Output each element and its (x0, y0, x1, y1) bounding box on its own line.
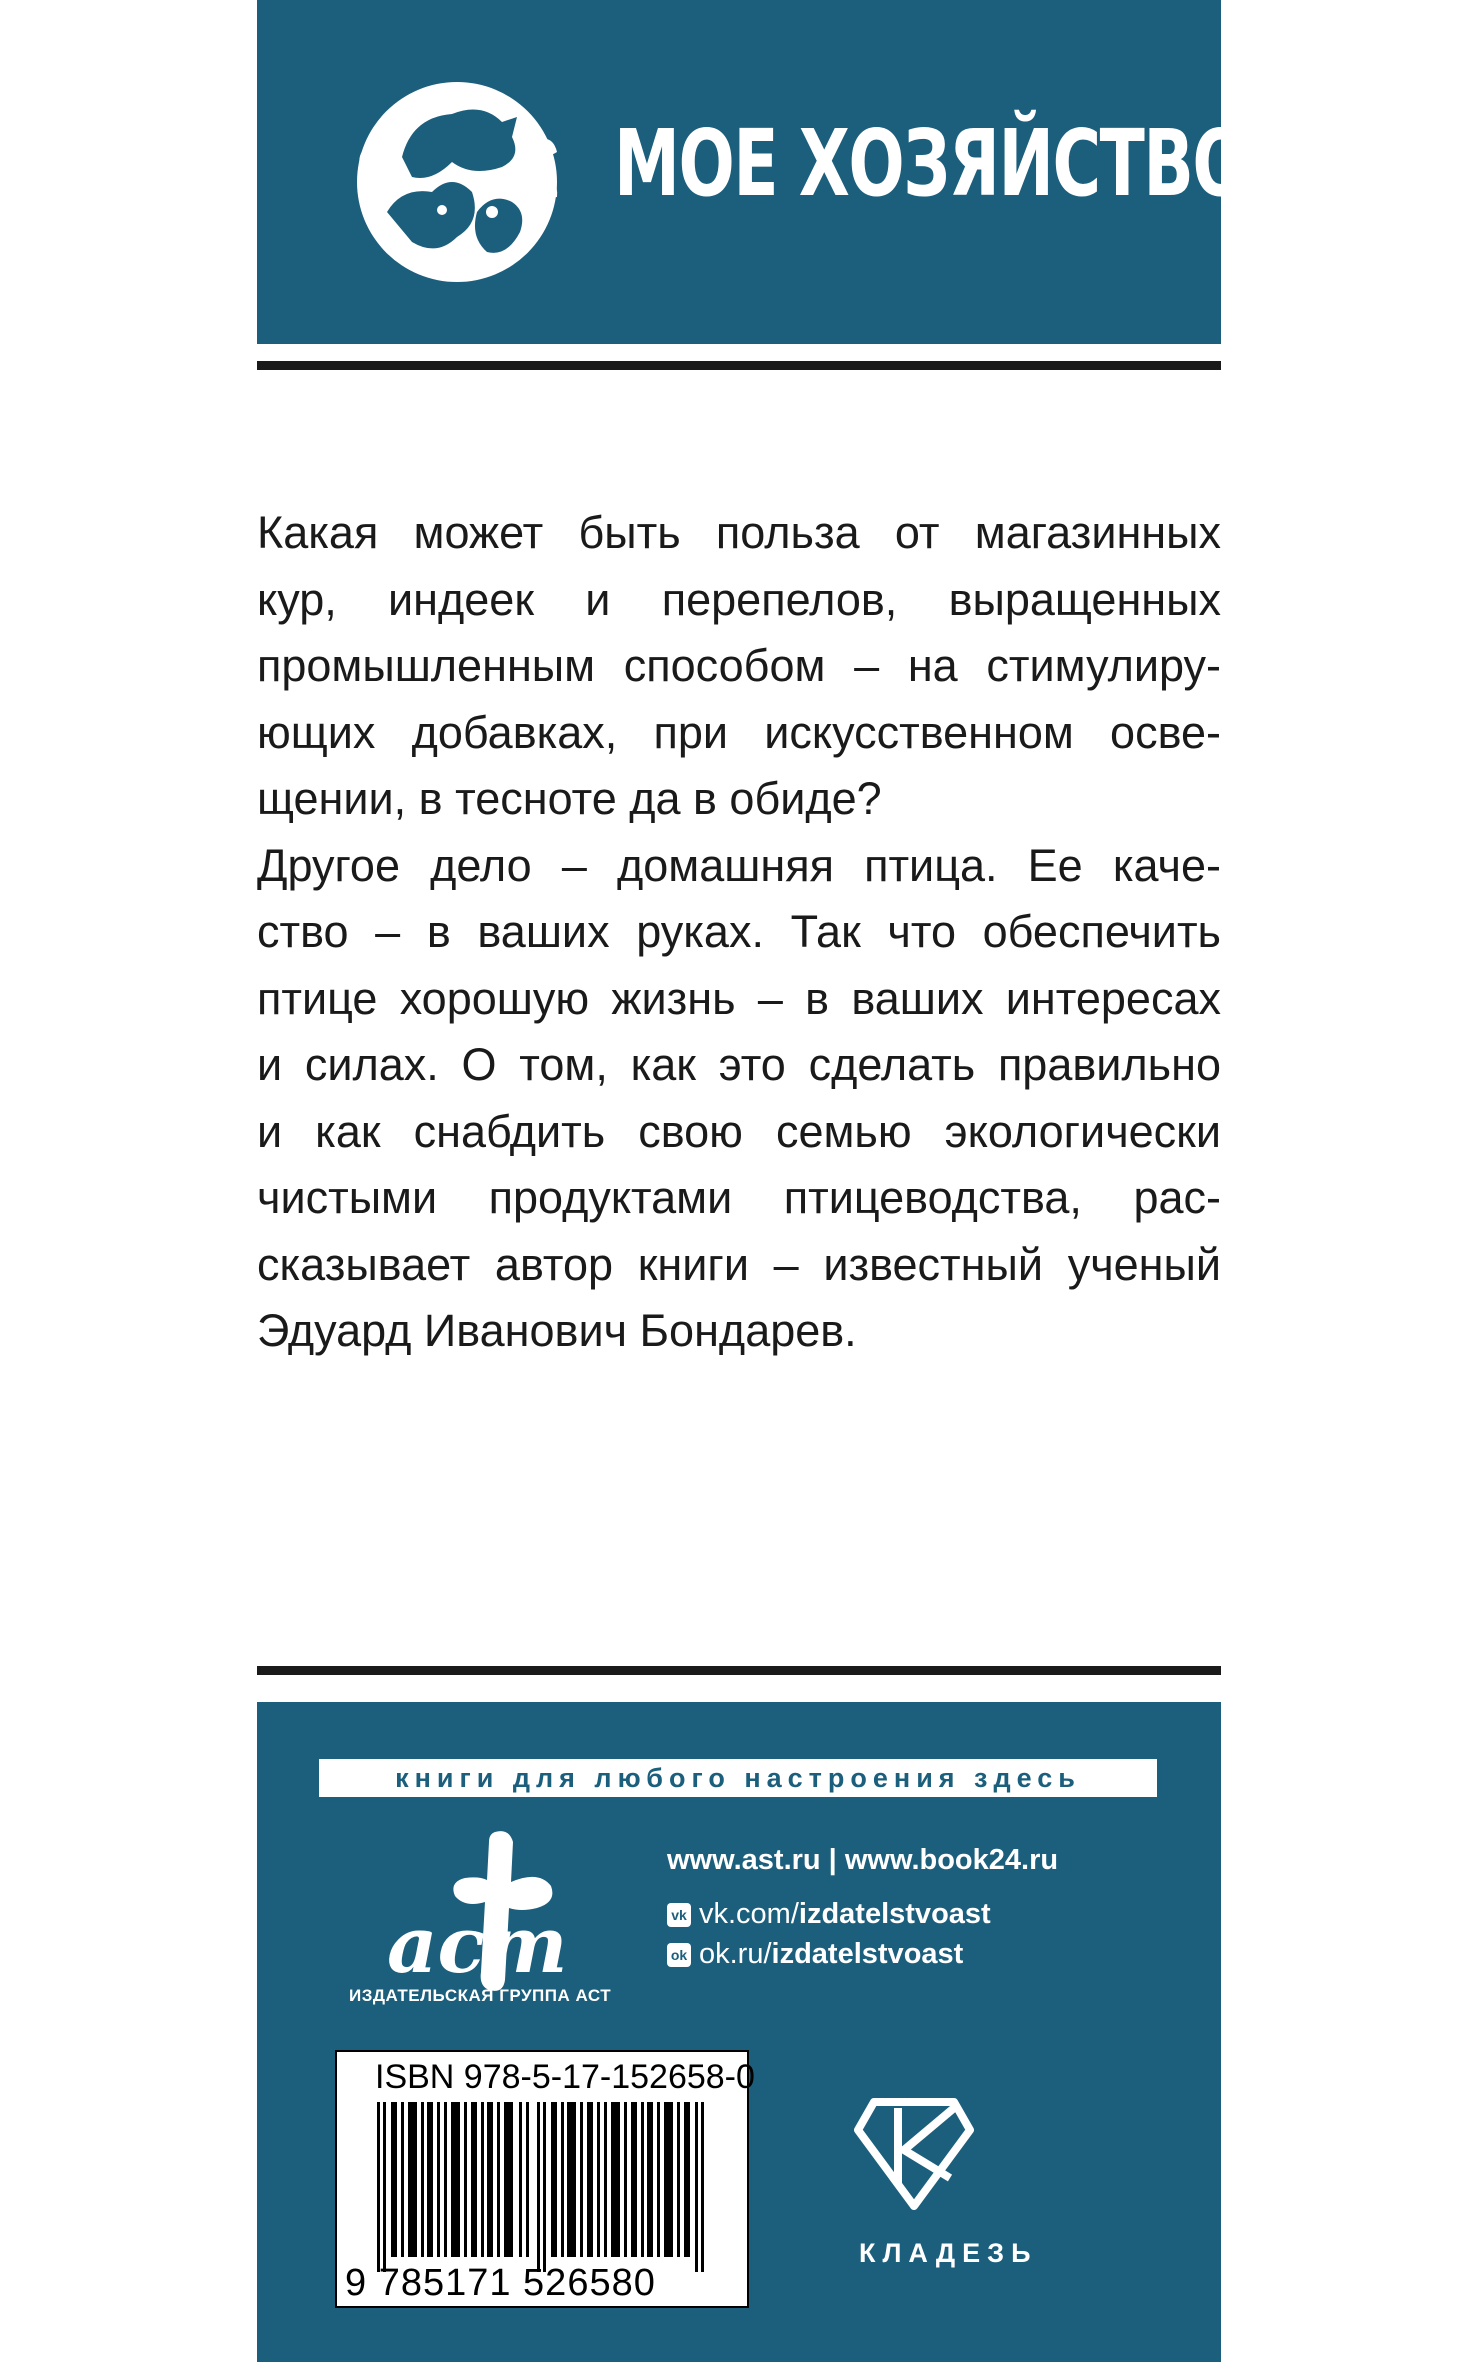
annotation-line: щении, в тесноте да в обиде? (257, 773, 882, 824)
barcode (335, 2050, 755, 2308)
series-banner (257, 0, 1248, 344)
annotation-line: ющих добавках, при искусственном осве- (257, 706, 1221, 758)
ean-digits: 9 785171 526580 (345, 2262, 656, 2304)
vk-prefix: vk.com/ (699, 1898, 799, 1930)
annotation-line: ство – в ваших руках. Так что обеспечить (257, 906, 1221, 957)
imprint-name: КЛАДЕЗЬ (859, 2238, 1038, 2268)
ast-logo-icon (377, 1822, 577, 2002)
barcode-bars (377, 2102, 717, 2272)
series-title: МОЕ ХОЗЯЙСТВО (614, 110, 1248, 217)
ast-logo-text: аст (387, 1900, 568, 1991)
annotation-line: Эдуард Иванович Бондарев. (257, 1305, 857, 1356)
book-annotation (257, 500, 1221, 1365)
annotation-line: сказывает автор книги – известный ученый (257, 1238, 1221, 1290)
publisher-group: ИЗДАТЕЛЬСКАЯ ГРУППА АСТ (349, 1986, 612, 2005)
ok-handle: izdatelstvoast (771, 1938, 964, 1970)
isbn: ISBN 978-5-17-152658-0 (375, 2058, 755, 2096)
site-links[interactable]: www.ast.ru | www.book24.ru (667, 1844, 1059, 1876)
annotation-line: кур, индеек и перепелов, выращенных (257, 573, 1221, 625)
publisher-links (667, 1840, 1058, 1974)
vk-link[interactable] (667, 1894, 1058, 1934)
publisher-footer (257, 1702, 1221, 2362)
vk-icon: vk (667, 1903, 691, 1927)
tagline: книги для любого настроения здесь (319, 1759, 1157, 1797)
annotation-line: и как снабдить свою семью экологически (257, 1105, 1221, 1157)
annotation-line: промышленным способом – на стимулиру- (257, 640, 1221, 691)
annotation-line: Какая может быть польза от магазинных (257, 507, 1221, 558)
ok-icon: ok (667, 1943, 691, 1967)
vk-handle: izdatelstvoast (798, 1898, 991, 1930)
annotation-line: птице хорошую жизнь – в ваших интересах (257, 972, 1221, 1024)
ok-prefix: ok.ru/ (699, 1938, 772, 1970)
annotation-line: Другое дело – домашняя птица. Ее каче- (257, 839, 1221, 891)
diamond-k-logo-icon (854, 2094, 974, 2214)
annotation-line: чистыми продуктами птицеводства, рас- (257, 1172, 1221, 1223)
ok-link[interactable] (667, 1934, 1058, 1974)
divider-top (257, 361, 1221, 370)
divider-bottom (257, 1666, 1221, 1675)
farm-animals-logo-icon (342, 62, 572, 292)
annotation-line: и силах. О том, как это сделать правильно (257, 1039, 1221, 1090)
